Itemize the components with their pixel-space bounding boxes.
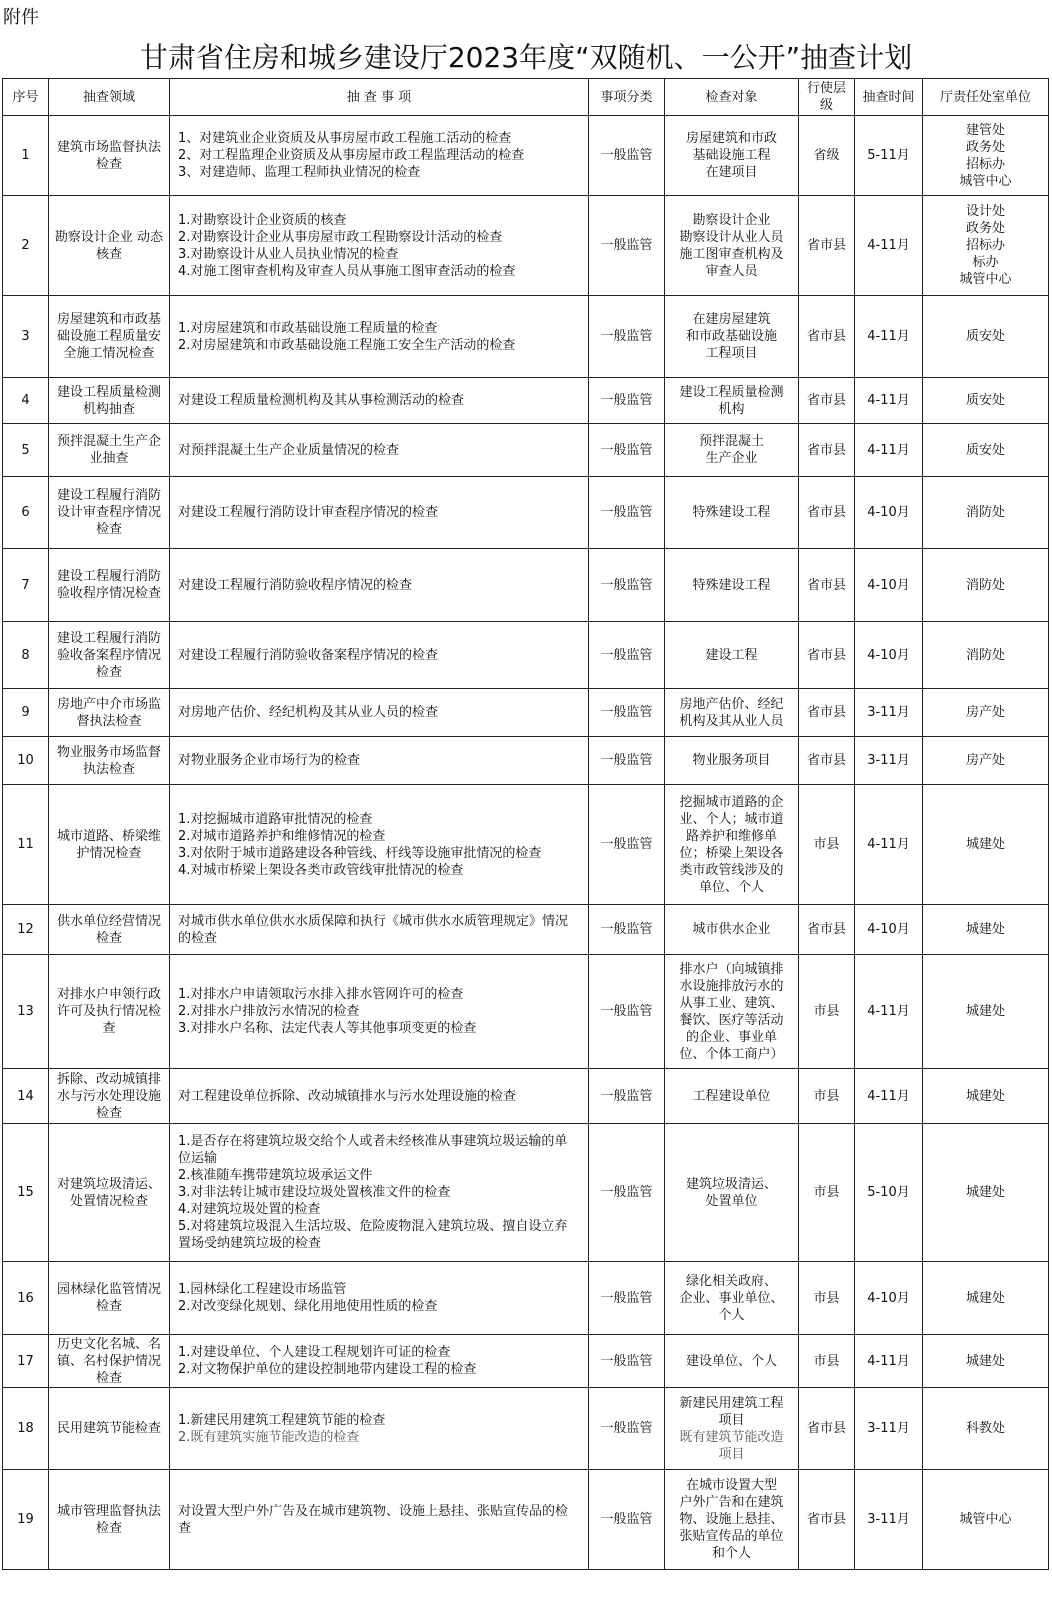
table-body bbox=[3, 116, 1049, 1570]
cell-target bbox=[665, 1335, 799, 1388]
cell-time: 4-10月 bbox=[855, 477, 923, 549]
annex-label: 附件 bbox=[3, 7, 39, 28]
header-time: 抽查时间 bbox=[855, 79, 923, 116]
cell-level: 省市县 bbox=[799, 1388, 855, 1470]
target-line: 特殊建设工程 bbox=[692, 577, 771, 593]
cell-seq: 19 bbox=[3, 1470, 49, 1570]
item-line: 3、对建造师、监理工程师执业情况的检查 bbox=[178, 165, 421, 180]
cell-category: 一般监管 bbox=[589, 477, 665, 549]
cell-area: 房地产中介市场监督执法检查 bbox=[49, 689, 170, 737]
cell-seq: 3 bbox=[3, 296, 49, 378]
cell-dept bbox=[923, 549, 1049, 622]
cell-dept bbox=[923, 689, 1049, 737]
cell-items bbox=[170, 549, 589, 622]
target-line: 和个人 bbox=[711, 1546, 751, 1561]
cell-target bbox=[665, 1388, 799, 1470]
cell-target bbox=[665, 378, 799, 424]
cell-items bbox=[170, 378, 589, 424]
target-line: 路养护和维修单 bbox=[685, 828, 777, 844]
cell-items bbox=[170, 737, 589, 785]
target-line: 审查人员 bbox=[705, 263, 758, 279]
cell-dept bbox=[923, 378, 1049, 424]
cell-time: 3-11月 bbox=[855, 1388, 923, 1470]
target-line: 位、个体工商户） bbox=[679, 1046, 784, 1062]
table-row bbox=[3, 622, 1049, 689]
target-line: 项目 bbox=[718, 1446, 745, 1462]
header-items: 抽 查 事 项 bbox=[170, 79, 589, 116]
cell-items bbox=[170, 1388, 589, 1470]
cell-time: 4-11月 bbox=[855, 196, 923, 296]
cell-time: 4-11月 bbox=[855, 424, 923, 477]
cell-level: 市县 bbox=[799, 1335, 855, 1388]
dept-line: 科教处 bbox=[965, 1421, 1005, 1436]
inspection-plan-table bbox=[2, 78, 1049, 1570]
target-line: 单位、个人 bbox=[698, 879, 764, 895]
cell-area: 拆除、改动城镇排水与污水处理设施检查 bbox=[49, 1069, 170, 1124]
cell-seq: 1 bbox=[3, 116, 49, 196]
cell-target bbox=[665, 905, 799, 955]
cell-dept bbox=[923, 955, 1049, 1069]
cell-target bbox=[665, 1470, 799, 1570]
dept-line: 政务处 bbox=[965, 221, 1005, 236]
cell-dept bbox=[923, 296, 1049, 378]
dept-line: 房产处 bbox=[965, 705, 1005, 720]
cell-level: 市县 bbox=[799, 1124, 855, 1262]
target-line: 类市政管线涉及的 bbox=[679, 862, 784, 878]
dept-line: 消防处 bbox=[965, 577, 1005, 593]
cell-dept bbox=[923, 1388, 1049, 1470]
target-line: 建设工程 bbox=[705, 647, 758, 663]
dept-line: 政务处 bbox=[965, 139, 1005, 155]
target-line: 施工图审查机构及 bbox=[679, 246, 784, 262]
cell-dept bbox=[923, 622, 1049, 689]
cell-seq: 17 bbox=[3, 1335, 49, 1388]
target-line: 从事工业、建筑、 bbox=[679, 995, 784, 1011]
header-category: 事项分类 bbox=[589, 79, 665, 116]
target-line: 物、设施上悬挂、 bbox=[679, 1512, 784, 1527]
dept-line: 质安处 bbox=[965, 329, 1005, 344]
table-row bbox=[3, 1124, 1049, 1262]
target-line: 基础设施工程 bbox=[692, 148, 771, 163]
item-line: 4.对施工图审查机构及审查人员从事施工图审查活动的检查 bbox=[178, 263, 516, 279]
cell-level: 省市县 bbox=[799, 296, 855, 378]
target-line: 预拌混凝土 bbox=[698, 434, 764, 449]
cell-seq: 9 bbox=[3, 689, 49, 737]
cell-items bbox=[170, 785, 589, 905]
table-row bbox=[3, 1335, 1049, 1388]
cell-items bbox=[170, 296, 589, 378]
target-line: 绿化相关政府、 bbox=[685, 1273, 777, 1289]
target-line: 餐饮、医疗等活动 bbox=[679, 1012, 784, 1028]
cell-category: 一般监管 bbox=[589, 785, 665, 905]
cell-area: 建筑市场监督执法检查 bbox=[49, 116, 170, 196]
cell-target bbox=[665, 424, 799, 477]
target-line: 生产企业 bbox=[705, 451, 758, 466]
cell-area: 预拌混凝土生产企业抽查 bbox=[49, 424, 170, 477]
target-line: 房地产估价、经纪 bbox=[679, 696, 784, 712]
target-line: 在建项目 bbox=[705, 165, 758, 180]
cell-level: 市县 bbox=[799, 785, 855, 905]
header-seq: 序号 bbox=[3, 79, 49, 116]
cell-target bbox=[665, 689, 799, 737]
dept-line: 城建处 bbox=[965, 1353, 1005, 1369]
cell-seq: 8 bbox=[3, 622, 49, 689]
item-line: 对建设工程履行消防验收备案程序情况的检查 bbox=[178, 647, 439, 663]
cell-category: 一般监管 bbox=[589, 378, 665, 424]
cell-level: 省级 bbox=[799, 116, 855, 196]
item-line: 3.对勘察设计从业人员执业情况的检查 bbox=[178, 246, 399, 262]
item-line: 2.核准随车携带建筑垃圾承运文件 bbox=[178, 1168, 373, 1183]
cell-area: 物业服务市场监督执法检查 bbox=[49, 737, 170, 785]
target-line: 企业、事业单位、 bbox=[679, 1290, 784, 1306]
cell-area: 城市道路、桥梁维护情况检查 bbox=[49, 785, 170, 905]
table-header-row bbox=[3, 79, 1049, 116]
item-line: 3.对依附于城市道路建设各种管线、杆线等设施审批情况的检查 bbox=[178, 845, 542, 861]
cell-level: 省市县 bbox=[799, 424, 855, 477]
cell-time: 4-11月 bbox=[855, 296, 923, 378]
item-line: 2.对城市道路养护和维修情况的检查 bbox=[178, 828, 386, 844]
cell-time: 4-11月 bbox=[855, 955, 923, 1069]
cell-category: 一般监管 bbox=[589, 424, 665, 477]
item-line: 2.对勘察设计企业从事房屋市政工程勘察设计活动的检查 bbox=[178, 229, 503, 245]
item-line: 1.对房屋建筑和市政基础设施工程质量的检查 bbox=[178, 320, 438, 336]
item-line: 2.对改变绿化规划、绿化用地使用性质的检查 bbox=[178, 1299, 438, 1314]
dept-line: 消防处 bbox=[965, 505, 1005, 520]
target-line: 机构 bbox=[718, 401, 745, 417]
cell-area: 民用建筑节能检查 bbox=[49, 1388, 170, 1470]
table-row bbox=[3, 1388, 1049, 1470]
cell-category: 一般监管 bbox=[589, 549, 665, 622]
target-line: 勘察设计企业 bbox=[692, 212, 771, 228]
cell-items bbox=[170, 424, 589, 477]
cell-time: 4-10月 bbox=[855, 1262, 923, 1335]
target-line: 房屋建筑和市政 bbox=[685, 131, 777, 146]
dept-line: 城建处 bbox=[965, 1290, 1005, 1306]
cell-dept bbox=[923, 1124, 1049, 1262]
table-row bbox=[3, 196, 1049, 296]
dept-line: 城建处 bbox=[965, 1088, 1005, 1104]
cell-target bbox=[665, 785, 799, 905]
cell-area: 建设工程履行消防设计审查程序情况检查 bbox=[49, 477, 170, 549]
dept-line: 建管处 bbox=[965, 122, 1005, 138]
table-row bbox=[3, 116, 1049, 196]
table-row bbox=[3, 1069, 1049, 1124]
dept-line: 质安处 bbox=[965, 442, 1005, 458]
target-line: 水设施排放污水的 bbox=[679, 978, 784, 994]
header-target: 检查对象 bbox=[665, 79, 799, 116]
cell-category: 一般监管 bbox=[589, 955, 665, 1069]
header-dept: 厅责任处室单位 bbox=[923, 79, 1049, 116]
cell-target bbox=[665, 622, 799, 689]
target-line: 位；桥梁上架设各 bbox=[679, 845, 784, 861]
table-row bbox=[3, 737, 1049, 785]
cell-level: 省市县 bbox=[799, 378, 855, 424]
table-row bbox=[3, 905, 1049, 955]
item-line: 对设置大型户外广告及在城市建筑物、设施上悬挂、张贴宣传品的检查 bbox=[178, 1503, 569, 1536]
cell-items bbox=[170, 1335, 589, 1388]
item-line: 对建设工程履行消防设计审查程序情况的检查 bbox=[178, 505, 439, 520]
cell-items bbox=[170, 196, 589, 296]
item-line: 2、对工程监理企业资质及从事房屋市政工程监理活动的检查 bbox=[178, 148, 525, 163]
item-line: 3.对排水户名称、法定代表人等其他事项变更的检查 bbox=[178, 1021, 477, 1036]
item-line: 2.对排水户排放污水情况的检查 bbox=[178, 1004, 360, 1019]
cell-target bbox=[665, 1124, 799, 1262]
cell-dept bbox=[923, 196, 1049, 296]
item-line: 1.对排水户申请领取污水排入排水管网许可的检查 bbox=[178, 987, 464, 1002]
dept-line: 设计处 bbox=[965, 204, 1005, 219]
page-title: 甘肃省住房和城乡建设厅2023年度“双随机、一公开”抽查计划 bbox=[139, 41, 913, 74]
table-row bbox=[3, 955, 1049, 1069]
item-line: 4.对建筑垃圾处置的检查 bbox=[178, 1202, 321, 1217]
cell-category: 一般监管 bbox=[589, 905, 665, 955]
target-line: 在城市设置大型 bbox=[685, 1478, 777, 1493]
dept-line: 城建处 bbox=[965, 837, 1005, 852]
item-line: 1、对建筑业企业资质及从事房屋市政工程施工活动的检查 bbox=[178, 131, 512, 146]
item-line: 对物业服务企业市场行为的检查 bbox=[178, 753, 361, 768]
item-line: 2.对房屋建筑和市政基础设施工程施工安全生产活动的检查 bbox=[178, 337, 516, 353]
cell-category: 一般监管 bbox=[589, 1470, 665, 1570]
target-line: 既有建筑节能改造 bbox=[679, 1429, 784, 1445]
cell-seq: 4 bbox=[3, 378, 49, 424]
dept-line: 房产处 bbox=[965, 753, 1005, 768]
target-line: 挖掘城市道路的企 bbox=[679, 794, 784, 810]
cell-dept bbox=[923, 1335, 1049, 1388]
cell-seq: 2 bbox=[3, 196, 49, 296]
cell-dept bbox=[923, 1262, 1049, 1335]
cell-items bbox=[170, 1262, 589, 1335]
cell-area: 房屋建筑和市政基础设施工程质量安全施工情况检查 bbox=[49, 296, 170, 378]
cell-area: 园林绿化监管情况检查 bbox=[49, 1262, 170, 1335]
target-line: 特殊建设工程 bbox=[692, 505, 771, 520]
target-line: 工程项目 bbox=[705, 346, 758, 361]
cell-category: 一般监管 bbox=[589, 1262, 665, 1335]
table-row bbox=[3, 689, 1049, 737]
item-line: 对房地产估价、经纪机构及其从业人员的检查 bbox=[178, 705, 439, 720]
cell-level: 省市县 bbox=[799, 196, 855, 296]
cell-seq: 6 bbox=[3, 477, 49, 549]
item-line: 对预拌混凝土生产企业质量情况的检查 bbox=[178, 442, 400, 458]
item-line: 2.对文物保护单位的建设控制地带内建设工程的检查 bbox=[178, 1362, 477, 1377]
cell-level: 省市县 bbox=[799, 905, 855, 955]
item-line: 1.对挖掘城市道路审批情况的检查 bbox=[178, 811, 373, 827]
cell-target bbox=[665, 296, 799, 378]
cell-category: 一般监管 bbox=[589, 1069, 665, 1124]
target-line: 新建民用建筑工程 bbox=[679, 1395, 784, 1411]
cell-category: 一般监管 bbox=[589, 1388, 665, 1470]
item-line: 对工程建设单位拆除、改动城镇排水与污水处理设施的检查 bbox=[178, 1088, 517, 1104]
cell-seq: 14 bbox=[3, 1069, 49, 1124]
dept-line: 质安处 bbox=[965, 393, 1005, 408]
item-line: 1.新建民用建筑工程建筑节能的检查 bbox=[178, 1412, 386, 1428]
target-line: 在建房屋建筑 bbox=[692, 312, 771, 327]
table-row bbox=[3, 296, 1049, 378]
cell-target bbox=[665, 477, 799, 549]
cell-category: 一般监管 bbox=[589, 116, 665, 196]
cell-time: 3-11月 bbox=[855, 1470, 923, 1570]
dept-line: 城建处 bbox=[965, 922, 1005, 937]
cell-seq: 15 bbox=[3, 1124, 49, 1262]
cell-items bbox=[170, 905, 589, 955]
cell-time: 4-11月 bbox=[855, 1069, 923, 1124]
target-line: 和市政基础设施 bbox=[685, 329, 777, 344]
cell-seq: 13 bbox=[3, 955, 49, 1069]
header-area: 抽查领域 bbox=[49, 79, 170, 116]
cell-items bbox=[170, 955, 589, 1069]
cell-dept bbox=[923, 737, 1049, 785]
target-line: 建设单位、个人 bbox=[685, 1353, 777, 1369]
item-line: 3.对非法转让城市建设垃圾处置核准文件的检查 bbox=[178, 1185, 451, 1200]
cell-target bbox=[665, 116, 799, 196]
cell-target bbox=[665, 955, 799, 1069]
cell-category: 一般监管 bbox=[589, 622, 665, 689]
cell-category: 一般监管 bbox=[589, 1124, 665, 1262]
target-line: 建筑垃圾清运、 bbox=[685, 1176, 777, 1192]
cell-category: 一般监管 bbox=[589, 737, 665, 785]
item-line: 对建设工程履行消防验收程序情况的检查 bbox=[178, 577, 413, 593]
target-line: 个人 bbox=[718, 1307, 745, 1323]
cell-seq: 18 bbox=[3, 1388, 49, 1470]
cell-level: 市县 bbox=[799, 955, 855, 1069]
table-row bbox=[3, 477, 1049, 549]
cell-level: 市县 bbox=[799, 1069, 855, 1124]
target-line: 排水户（向城镇排 bbox=[679, 961, 784, 977]
target-line: 处置单位 bbox=[705, 1193, 758, 1209]
dept-line: 城建处 bbox=[965, 1004, 1005, 1019]
cell-area: 城市管理监督执法检查 bbox=[49, 1470, 170, 1570]
cell-level: 市县 bbox=[799, 1262, 855, 1335]
dept-line: 城建处 bbox=[965, 1185, 1005, 1200]
cell-time: 4-11月 bbox=[855, 1335, 923, 1388]
target-line: 业、个人；城市道 bbox=[679, 811, 784, 827]
cell-level: 省市县 bbox=[799, 622, 855, 689]
cell-time: 5-10月 bbox=[855, 1124, 923, 1262]
target-line: 项目 bbox=[718, 1412, 745, 1428]
cell-dept bbox=[923, 905, 1049, 955]
cell-items bbox=[170, 1470, 589, 1570]
cell-items bbox=[170, 477, 589, 549]
item-line: 2.既有建筑实施节能改造的检查 bbox=[178, 1429, 360, 1445]
table-row bbox=[3, 378, 1049, 424]
target-line: 张贴宣传品的单位 bbox=[679, 1529, 784, 1544]
cell-dept bbox=[923, 1470, 1049, 1570]
item-line: 4.对城市桥梁上架设各类市政管线审批情况的检查 bbox=[178, 862, 464, 878]
cell-target bbox=[665, 737, 799, 785]
cell-area: 勘察设计企业 动态核查 bbox=[49, 196, 170, 296]
dept-line: 招标办 bbox=[965, 156, 1005, 172]
cell-seq: 12 bbox=[3, 905, 49, 955]
item-line: 1.对勘察设计企业资质的核查 bbox=[178, 212, 347, 228]
cell-items bbox=[170, 1069, 589, 1124]
cell-target bbox=[665, 1262, 799, 1335]
target-line: 城市供水企业 bbox=[692, 922, 771, 937]
cell-area: 建设工程履行消防验收程序情况检查 bbox=[49, 549, 170, 622]
cell-dept bbox=[923, 424, 1049, 477]
cell-target bbox=[665, 549, 799, 622]
cell-items bbox=[170, 116, 589, 196]
table-row bbox=[3, 1262, 1049, 1335]
target-line: 工程建设单位 bbox=[692, 1088, 771, 1104]
cell-seq: 7 bbox=[3, 549, 49, 622]
target-line: 勘察设计从业人员 bbox=[679, 229, 784, 245]
cell-category: 一般监管 bbox=[589, 296, 665, 378]
cell-time: 3-11月 bbox=[855, 689, 923, 737]
dept-line: 城管中心 bbox=[959, 173, 1012, 189]
cell-level: 省市县 bbox=[799, 549, 855, 622]
cell-items bbox=[170, 622, 589, 689]
cell-dept bbox=[923, 116, 1049, 196]
cell-seq: 16 bbox=[3, 1262, 49, 1335]
cell-dept bbox=[923, 1069, 1049, 1124]
dept-line: 城管中心 bbox=[959, 1512, 1012, 1527]
dept-line: 消防处 bbox=[965, 647, 1005, 663]
cell-area: 建设工程履行消防验收备案程序情况检查 bbox=[49, 622, 170, 689]
cell-area: 对建筑垃圾清运、处置情况检查 bbox=[49, 1124, 170, 1262]
item-line: 1.园林绿化工程建设市场监管 bbox=[178, 1282, 347, 1297]
cell-area: 历史文化名城、名镇、名村保护情况检查 bbox=[49, 1335, 170, 1388]
cell-time: 4-11月 bbox=[855, 378, 923, 424]
cell-category: 一般监管 bbox=[589, 196, 665, 296]
cell-category: 一般监管 bbox=[589, 689, 665, 737]
cell-category: 一般监管 bbox=[589, 1335, 665, 1388]
target-line: 物业服务项目 bbox=[692, 753, 771, 768]
cell-level: 省市县 bbox=[799, 477, 855, 549]
cell-time: 4-10月 bbox=[855, 905, 923, 955]
table-row bbox=[3, 1470, 1049, 1570]
cell-time: 3-11月 bbox=[855, 737, 923, 785]
item-line: 5.对将建筑垃圾混入生活垃圾、危险废物混入建筑垃圾、擅自设立弃置场受纳建筑垃圾的检查 bbox=[178, 1219, 568, 1251]
header-level: 行使层级 bbox=[799, 79, 855, 116]
cell-dept bbox=[923, 477, 1049, 549]
cell-time: 4-11月 bbox=[855, 785, 923, 905]
dept-line: 招标办 bbox=[965, 238, 1005, 253]
cell-items bbox=[170, 1124, 589, 1262]
cell-time: 5-11月 bbox=[855, 116, 923, 196]
cell-time: 4-10月 bbox=[855, 622, 923, 689]
cell-level: 省市县 bbox=[799, 737, 855, 785]
item-line: 1.对建设单位、个人建设工程规划许可证的检查 bbox=[178, 1345, 451, 1360]
cell-seq: 5 bbox=[3, 424, 49, 477]
table-row bbox=[3, 549, 1049, 622]
cell-area: 供水单位经营情况检查 bbox=[49, 905, 170, 955]
item-line: 1.是否存在将建筑垃圾交给个人或者未经核准从事建筑垃圾运输的单位运输 bbox=[178, 1134, 568, 1166]
item-line: 对城市供水单位供水水质保障和执行《城市供水水质管理规定》情况的检查 bbox=[178, 913, 569, 946]
cell-dept bbox=[923, 785, 1049, 905]
cell-seq: 11 bbox=[3, 785, 49, 905]
target-line: 户外广告和在建筑 bbox=[679, 1495, 784, 1510]
cell-time: 4-10月 bbox=[855, 549, 923, 622]
target-line: 建设工程质量检测 bbox=[679, 384, 784, 400]
table-row bbox=[3, 785, 1049, 905]
cell-items bbox=[170, 689, 589, 737]
cell-area: 建设工程质量检测机构抽查 bbox=[49, 378, 170, 424]
target-line: 机构及其从业人员 bbox=[679, 713, 784, 729]
cell-target bbox=[665, 1069, 799, 1124]
dept-line: 标办 bbox=[972, 255, 999, 270]
cell-level: 省市县 bbox=[799, 689, 855, 737]
cell-area: 对排水户申领行政许可及执行情况检查 bbox=[49, 955, 170, 1069]
target-line: 的企业、事业单 bbox=[685, 1029, 777, 1045]
item-line: 对建设工程质量检测机构及其从事检测活动的检查 bbox=[178, 393, 465, 408]
cell-level: 省市县 bbox=[799, 1470, 855, 1570]
table-row bbox=[3, 424, 1049, 477]
dept-line: 城管中心 bbox=[959, 272, 1012, 287]
cell-seq: 10 bbox=[3, 737, 49, 785]
cell-target bbox=[665, 196, 799, 296]
